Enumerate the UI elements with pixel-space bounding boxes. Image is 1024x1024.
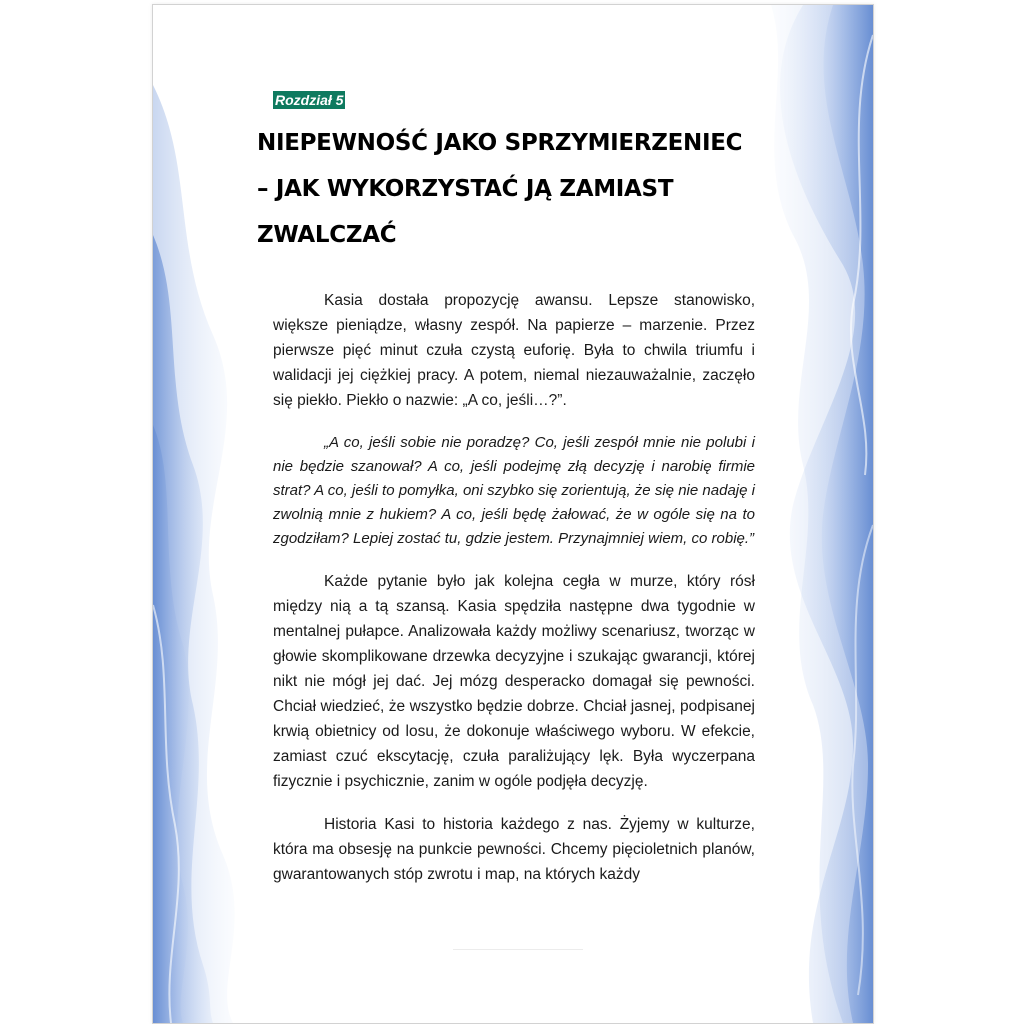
quote-paragraph: „A co, jeśli sobie nie poradzę? Co, jeśli zespół mnie nie polubi i nie będzie szanował? A co, jeśli podejmę złą decyzję i narobię firmie strat? A co, jeśli to pomyłka, oni szybko się zorientują, że się nie nadaję i zwolnią mnie z hukiem? A co, jeśli będę żałować, że w ogóle się na to zgodziłam? Lepiej zostać tu, gdzie jestem. Przynajmniej wiem, co robię.” (273, 434, 755, 547)
page-content (257, 91, 757, 905)
chapter-title-line: – JAK WYKORZYSTAĆ JĄ ZAMIAST (257, 176, 674, 202)
chapter-label: Rozdział 5 (275, 92, 344, 108)
footer-divider (453, 949, 583, 950)
body-text (273, 288, 755, 887)
document-page (152, 4, 874, 1024)
paragraph: Kasia dostała propozycję awansu. Lepsze stanowisko, większe pieniądze, własny zespół. Na papierze – marzenie. Przez pierwsze pięć minut czuła czystą euforię. Była to chwila triumfu i walidacji jej ciężkiej pracy. A potem, niemal niezauważalnie, zaczęło się piekło. Piekło o nazwie: „A co, jeśli…?”. (273, 292, 755, 409)
chapter-title-line: NIEPEWNOŚĆ JAKO SPRZYMIERZENIEC (257, 130, 743, 156)
paragraph: Każde pytanie było jak kolejna cegła w murze, który rósł między nią a tą szansą. Kasia spędziła następne dwa tygodnie w mentalnej pułapce. Analizowała każdy możliwy scenariusz, tworząc w głowie skomplikowane drzewka decyzyjne i szukając gwarancji, której nikt nie mógł jej dać. Jej mózg desperacko domagał się pewności. Chciał wiedzieć, że wszystko będzie dobrze. Chciał jasnej, podpisanej krwią obietnicy od losu, że dokonuje właściwego wyboru. W efekcie, zamiast czuć ekscytację, czuła paraliżujący lęk. Była wyczerpana fizycznie i psychicznie, zanim w ogóle podjęła decyzję. (273, 573, 755, 790)
chapter-title (257, 120, 777, 258)
paragraph: Historia Kasi to historia każdego z nas. Żyjemy w kulturze, która ma obsesję na punkcie pewności. Chcemy pięcioletnich planów, gwarantowanych stóp zwrotu i map, na których każdy (273, 816, 755, 883)
chapter-title-line: ZWALCZAĆ (257, 222, 397, 248)
